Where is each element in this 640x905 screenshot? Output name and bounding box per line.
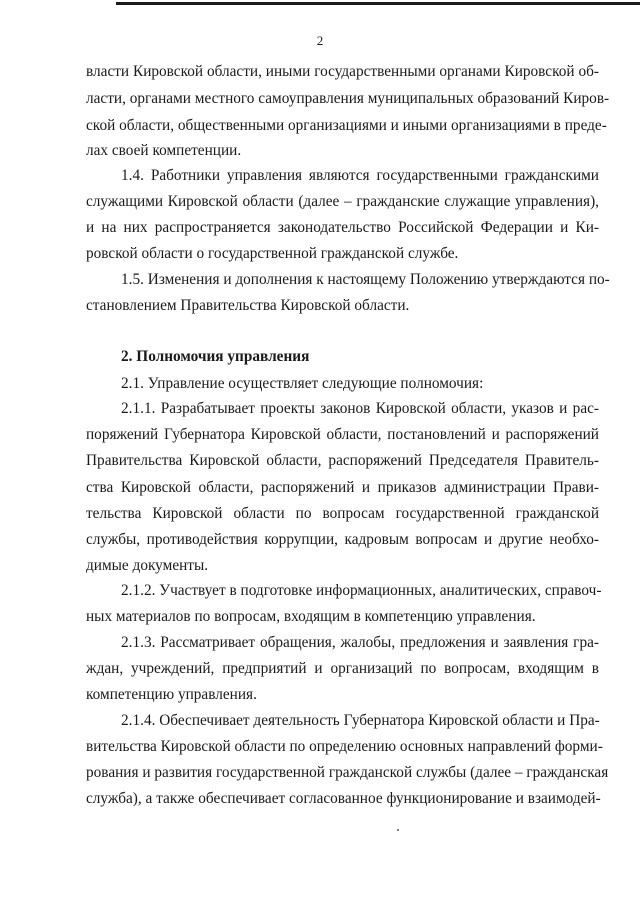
text-line: рования и развития государственной гражданской службы (далее – гражданская <box>86 764 609 781</box>
text-line: 2.1.2. Участвует в подготовке информационных, аналитических, справоч- <box>121 582 602 599</box>
text-line: димые документы. <box>86 557 209 574</box>
text-line: ных материалов по вопросам, входящим в компетенцию управления. <box>86 608 536 625</box>
text-line: ровской области о государственной гражданской службе. <box>86 245 459 262</box>
text-line: лах своей компетенции. <box>86 142 242 159</box>
text-line: власти Кировской области, иными государственными органами Кировской об- <box>86 63 599 80</box>
text-line: ства Кировской области, распоряжений и приказов администрации Прави- <box>86 479 599 496</box>
text-line: и на них распространяется законодательство Российской Федерации и Ки- <box>86 219 599 236</box>
text-line: 1.5. Изменения и дополнения к настоящему Положению утверждаются по- <box>121 271 610 288</box>
text-line: 2.1. Управление осуществляет следующие полномочия: <box>121 375 484 392</box>
text-line: Правительства Кировской области, распоряжений Председателя Правитель- <box>86 452 599 469</box>
text-line: службы, противодействия коррупции, кадровым вопросам и другие необхо- <box>86 531 599 548</box>
text-line: служба), а также обеспечивает согласованное функционирование и взаимодей- <box>86 790 601 807</box>
page-number: 2 <box>316 33 324 48</box>
text-line: 2.1.3. Рассматривает обращения, жалобы, предложения и заявления гра- <box>121 634 599 651</box>
text-line: поряжений Губернатора Кировской области, постановлений и распоряжений <box>86 426 599 443</box>
text-line: 2.1.4. Обеспечивает деятельность Губернатора Кировской области и Пра- <box>121 712 600 729</box>
text-line: тельства Кировской области по вопросам государственной гражданской <box>86 505 599 522</box>
text-line: 1.4. Работники управления являются государственными гражданскими <box>121 167 599 184</box>
scan-speck <box>397 829 399 831</box>
section-heading: 2. Полномочия управления <box>121 348 310 365</box>
text-line: ждан, учреждений, предприятий и организаций по вопросам, входящим в <box>86 660 599 677</box>
text-line: становлением Правительства Кировской области. <box>86 297 410 314</box>
text-line: вительства Кировской области по определению основных направлений форми- <box>86 738 603 755</box>
text-line: служащими Кировской области (далее – гражданские служащие управления), <box>86 193 599 210</box>
top-rule <box>116 2 640 5</box>
text-line: 2.1.1. Разрабатывает проекты законов Кировской области, указов и рас- <box>121 400 599 417</box>
text-line: ласти, органами местного самоуправления муниципальных образований Киров- <box>86 90 610 107</box>
text-line: компетенцию управления. <box>86 686 257 703</box>
text-line: ской области, общественными организациями и иными организациями в преде- <box>86 117 607 134</box>
